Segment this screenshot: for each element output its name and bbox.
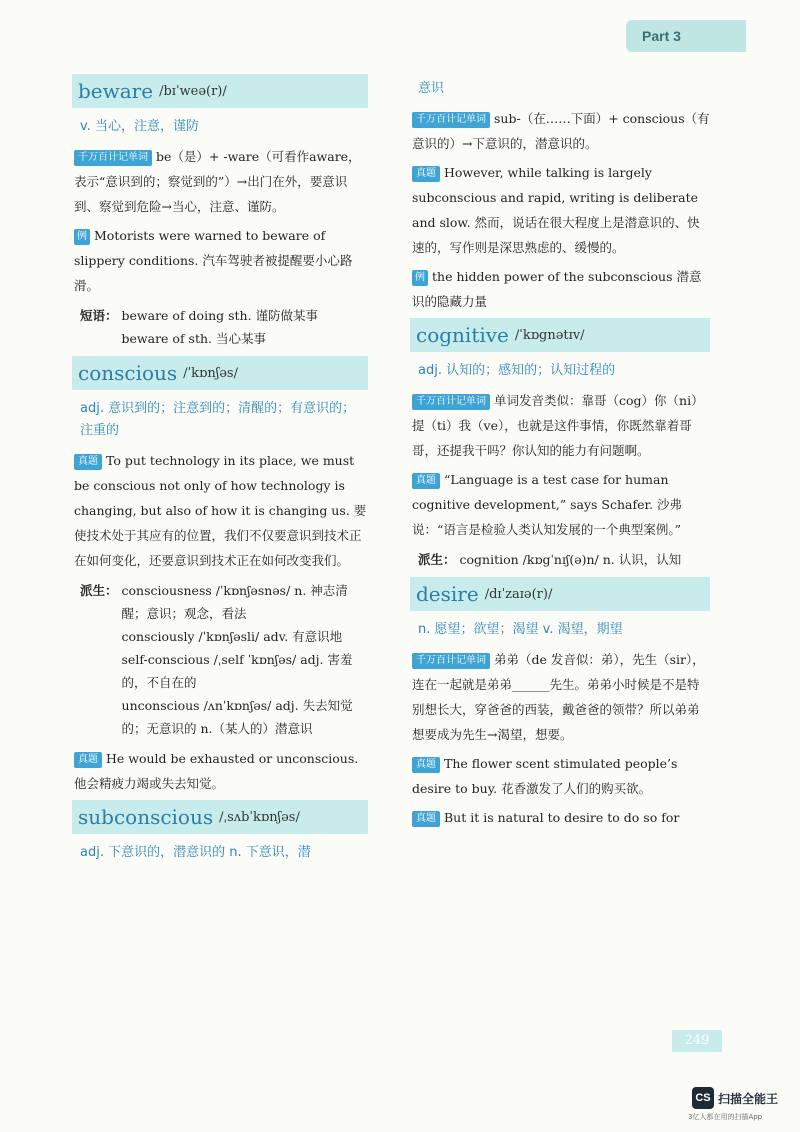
memo-text: sub-（在……下面）+ conscious（有意识的）→下意识的，潜意识的。: [412, 111, 710, 151]
definition: n. 愿望；欲望；渴望 v. 渴望，期望: [418, 622, 623, 637]
exam-tag: 真题: [74, 752, 102, 768]
exam-tag: 真题: [412, 473, 440, 489]
exam-text: However, while talking is largely subconscious and rapid, writing is deliberate and slow. 然而，说话在很大程度上是潜意识的、快速的，写作则是深思熟虑的、缓慢的。: [412, 165, 700, 255]
exam-tag: 真题: [412, 757, 440, 773]
left-column: [72, 74, 368, 870]
example-text: the hidden power of the subconscious 潜意识的隐藏力量: [412, 269, 702, 309]
entry-head-beware: [72, 74, 368, 108]
memo-tag: 千万百计记单词: [412, 394, 490, 410]
phonetic: /ˌsʌbˈkɒnʃəs/: [219, 809, 300, 825]
phrases-label: 短语：: [80, 308, 118, 323]
exam-paragraph: [74, 746, 368, 796]
headword: desire: [416, 582, 479, 606]
page-number: 249: [672, 1030, 722, 1052]
exam-tag: 真题: [412, 811, 440, 827]
memo-text: 弟弟（de 发音似：弟），先生（sir），连在一起就是弟弟______先生。弟弟小时候是不是特别想长大，穿爸爸的西装，戴爸爸的领带？所以弟弟想要成为先生→渴望，想要。: [412, 652, 705, 742]
exam-paragraph: [74, 448, 368, 573]
memo-text: be（是）+ -ware（可看作aware，表示“意识到的；察觉到的”）→出门在外，要意识到、察觉到危险→当心，注意、谨防。: [74, 149, 361, 214]
exam-tag: 真题: [412, 166, 440, 182]
entry-head-desire: [410, 577, 710, 611]
definition: adj. 意识到的；注意到的；清醒的；有意识的；注重的: [80, 401, 356, 438]
memo-tag: 千万百计记单词: [74, 150, 152, 166]
example-tag: 例: [412, 270, 428, 286]
app-tagline: 3亿人都在用的扫描App: [688, 1113, 763, 1121]
headword: conscious: [78, 361, 178, 385]
exam-tag: 真题: [74, 454, 102, 470]
exam-text: But it is natural to desire to do so for: [444, 810, 680, 825]
example-paragraph: [412, 264, 710, 314]
example-tag: 例: [74, 229, 90, 245]
definition: adj. 认知的；感知的；认知过程的: [418, 363, 616, 378]
scanner-watermark: [692, 1087, 778, 1109]
part-tab: Part 3: [626, 20, 746, 52]
phonetic: /bɪˈweə(r)/: [159, 83, 227, 99]
memo-paragraph: [412, 388, 710, 463]
entry-head-conscious: [72, 356, 368, 390]
memo-tag: 千万百计记单词: [412, 112, 490, 128]
derivative-item: cognition /kɒgˈnɪʃ(ə)n/ n. 认识，认知: [459, 552, 682, 567]
headword: beware: [78, 79, 154, 103]
memo-paragraph: [412, 647, 710, 747]
right-column: [410, 78, 710, 834]
camscanner-logo-icon: CS: [692, 1087, 714, 1109]
derivative-item: consciously /ˈkɒnʃəsli/ adv. 有意识地: [121, 629, 343, 644]
exam-paragraph: [412, 751, 710, 801]
derivatives-label: 派生：: [80, 583, 118, 598]
derivatives-section: [418, 548, 710, 571]
definition: v. 当心，注意，谨防: [80, 119, 199, 134]
example-paragraph: [74, 223, 368, 298]
example-text: Motorists were warned to beware of slippery conditions. 汽车驾驶者被提醒要小心路滑。: [74, 228, 353, 293]
phrase-item: beware of doing sth. 谨防做某事: [121, 308, 319, 323]
headword: cognitive: [416, 323, 509, 347]
derivatives-section: [80, 579, 368, 740]
derivative-item: self-conscious /ˌself ˈkɒnʃəs/ adj. 害羞的，不自在的: [121, 652, 353, 690]
entry-head-cognitive: [410, 318, 710, 352]
phonetic: /ˈkɒnʃəs/: [183, 365, 238, 381]
exam-text: The flower scent stimulated people’s desire to buy. 花香激发了人们的购买欲。: [412, 756, 678, 796]
exam-paragraph: [412, 160, 710, 260]
exam-text: He would be exhausted or unconscious. 他会精疲力竭或失去知觉。: [74, 751, 359, 791]
phonetic: /dɪˈzaɪə(r)/: [484, 586, 553, 602]
definition: adj. 下意识的，潜意识的 n. 下意识，潜: [80, 845, 311, 860]
memo-paragraph: [74, 144, 368, 219]
memo-text: 单词发音类似：靠哥（cog）你（ni）提（ti）我（ve），也就是这件事情，你既然靠着哥哥，还提我干吗？你认知的能力有问题啊。: [412, 393, 704, 458]
headword: subconscious: [78, 805, 214, 829]
entry-head-subconscious: [72, 800, 368, 834]
exam-text: “Language is a test case for human cognitive development,” says Schafer. 沙弗说：“语言是检验人类认知发展的一个典型案例。”: [412, 472, 683, 537]
definition-continued: 意识: [418, 81, 445, 96]
phonetic: /ˈkɒgnətɪv/: [514, 327, 585, 343]
exam-paragraph: [412, 467, 710, 542]
exam-text: To put technology in its place, we must be conscious not only of how technology is changing, but also of how it is changing us. 要使技术处于其应有的位置，我们不仅要意识到技术正在如何变化，还要意识到技术正在如何改变我们。: [74, 453, 367, 568]
phrase-item: beware of sth. 当心某事: [121, 331, 266, 346]
derivative-item: consciousness /ˈkɒnʃəsnəs/ n. 神志清醒；意识；观念，看法: [121, 583, 348, 621]
memo-tag: 千万百计记单词: [412, 653, 490, 669]
derivative-item: unconscious /ʌnˈkɒnʃəs/ adj. 失去知觉的；无意识的 n.（某人的）潜意识: [121, 698, 353, 736]
memo-paragraph: [412, 106, 710, 156]
derivatives-label: 派生：: [418, 552, 456, 567]
exam-paragraph: [412, 805, 710, 830]
phrases-section: [80, 304, 368, 350]
app-name: 扫描全能王: [718, 1091, 779, 1106]
